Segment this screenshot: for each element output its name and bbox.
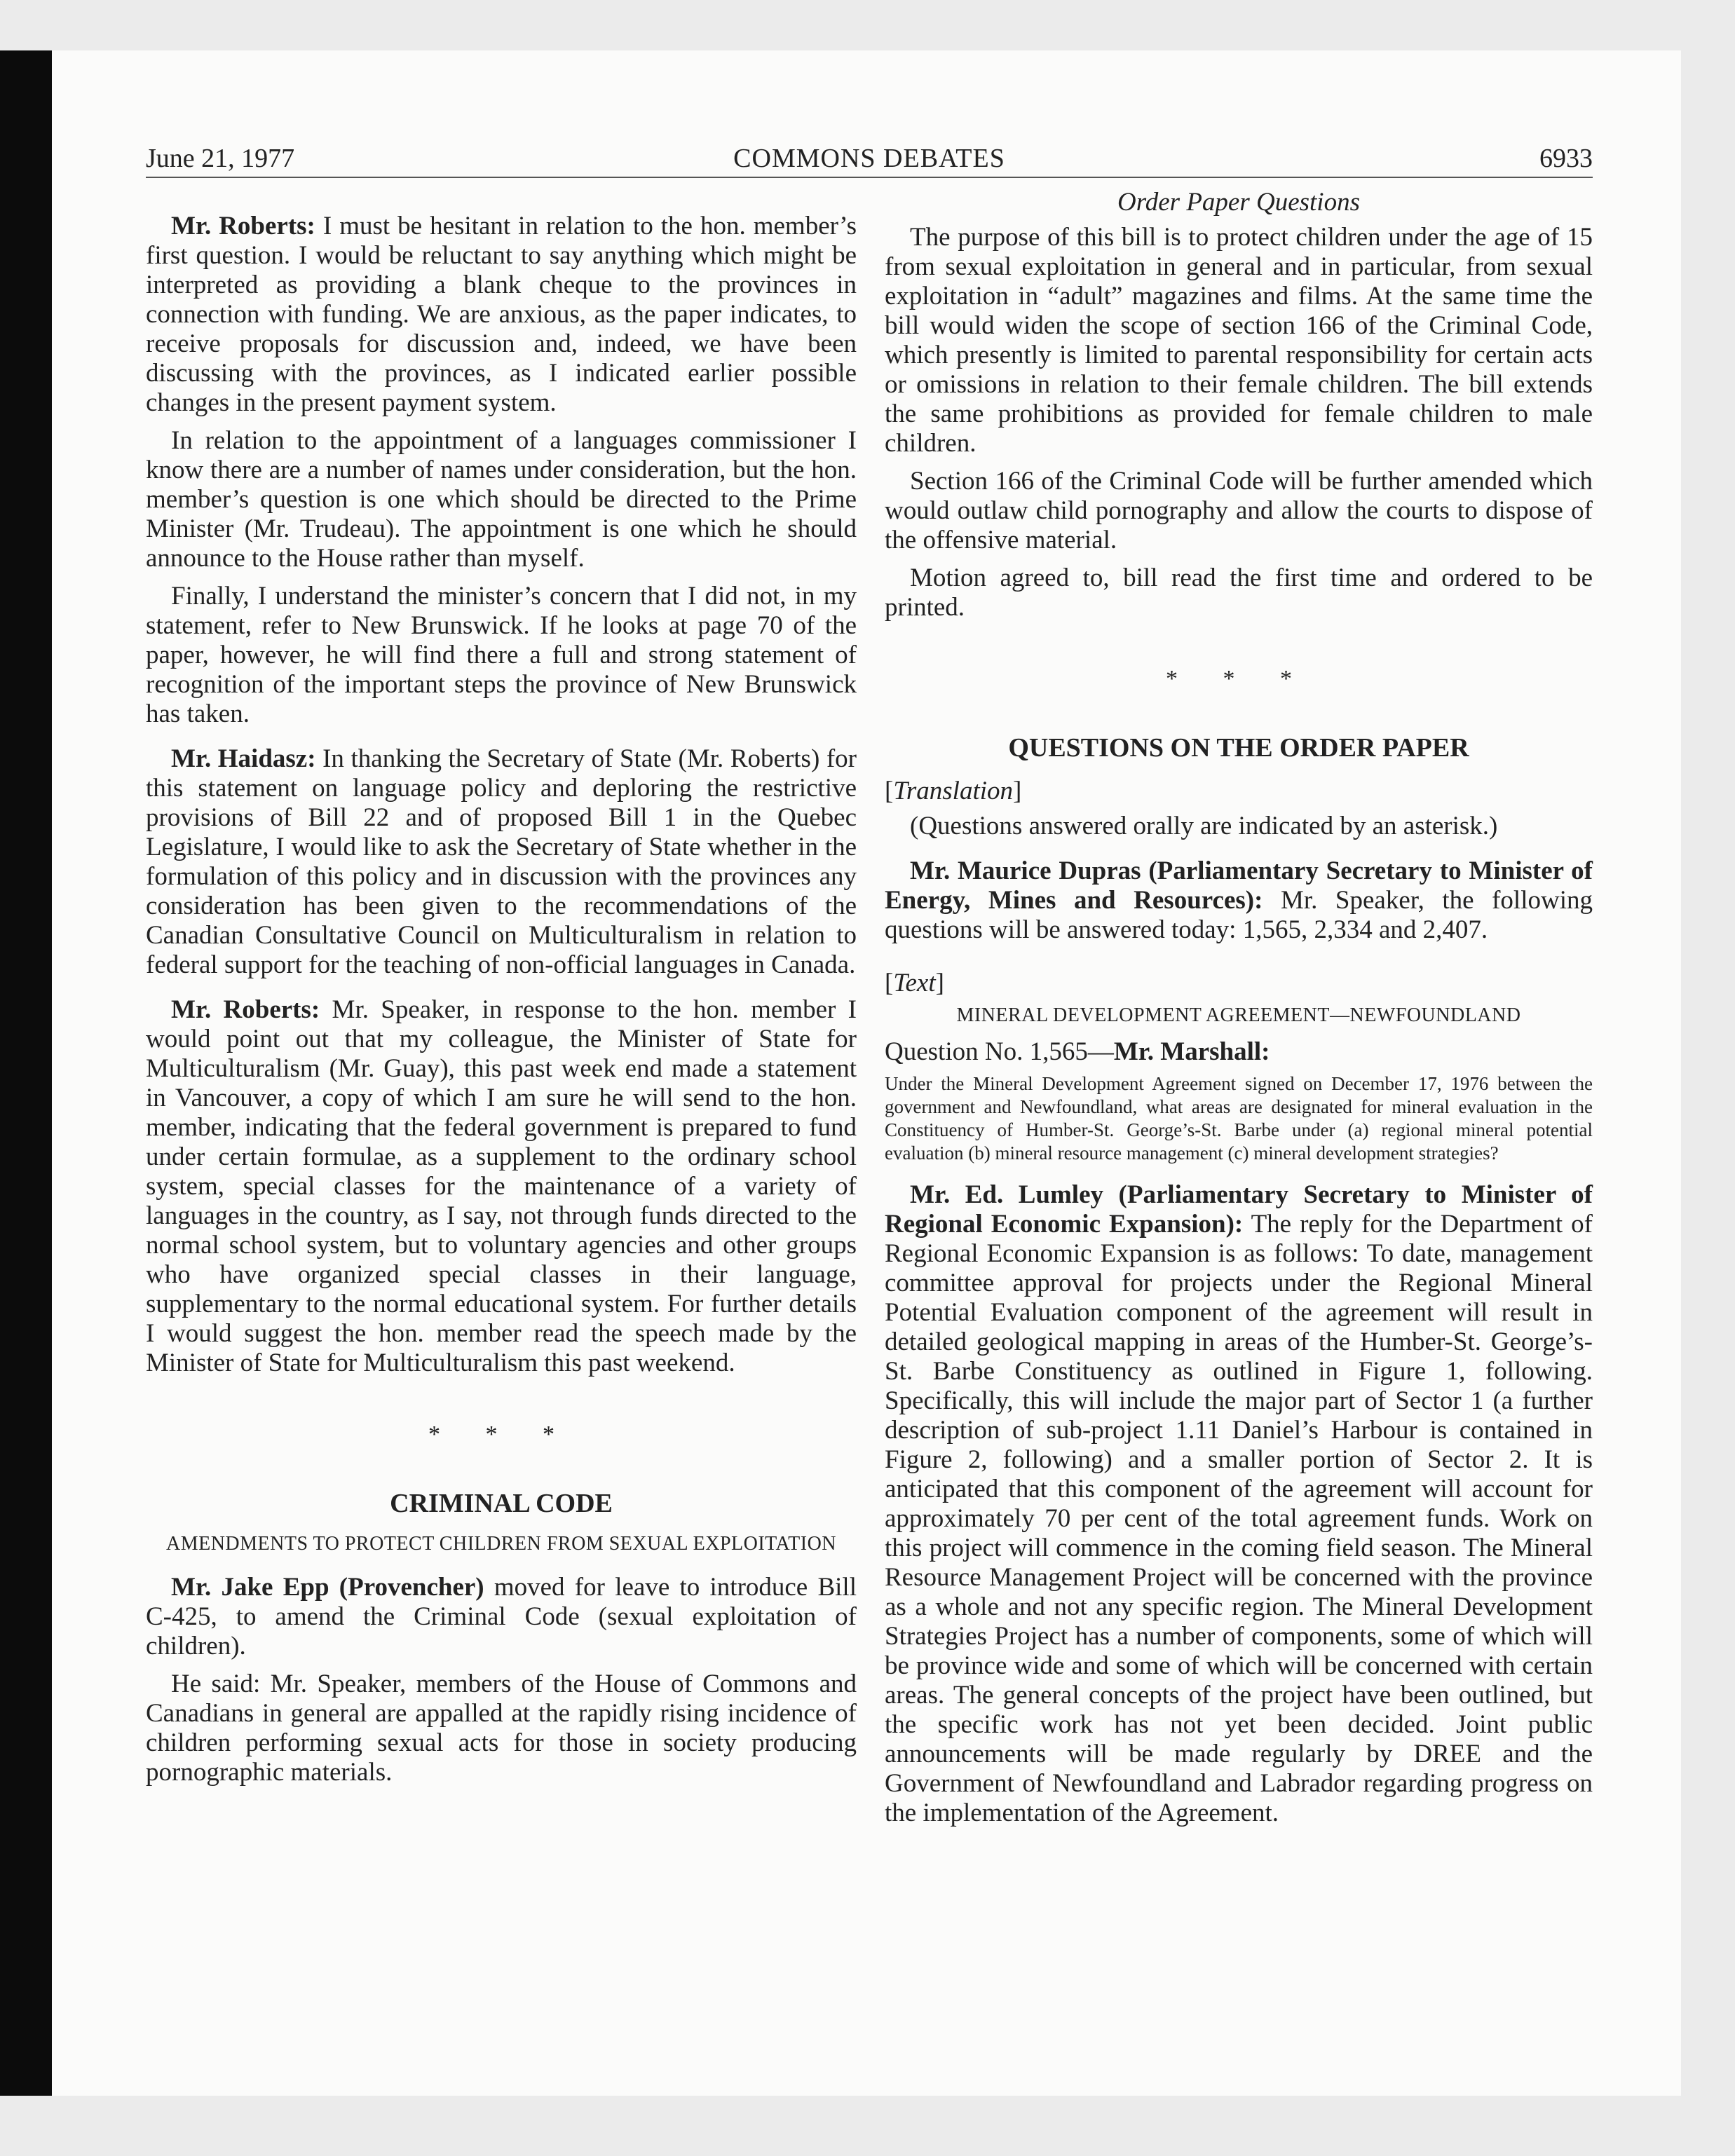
speaker-name: Mr. Ed. Lumley (Parliamentary Secretary to Minister of Regional Economic Expansion): [885, 1180, 1593, 1239]
page-header [146, 140, 1593, 177]
paragraph-epp-said: He said: Mr. Speaker, members of the House of Commons and Canadians in general are appalled at the rapidly rising incidence of children performing sexual acts for those in society producing pornographic materials. [146, 1670, 857, 1787]
paragraph-text: The reply for the Department of Regional Economic Expansion is as follows: To date, management committee approval for projects under the Regional Mineral Potential Evaluation component of the agreement will result in detailed geological mapping in areas of the Humber-St. George’s-St. Barbe Constituency as outlined in Figure 1, following. Specifically, this will include the major part of Sector 1 (a further description of sub-project 1.11 Daniel’s Harbour is contained in Figure 2, following) and a smaller portion of Sector 2. It is anticipated that this component of the agreement will account for approximately 70 per cent of the total agreement funds. Work on this project will commence in the coming field season. The Mineral Resource Management Project will be concerned with the province as a whole and not any specific region. The Mineral Development Strategies Project has a number of components, some of which will be province wide and some of which will be concerned with certain areas. The general concepts of the project have been outlined, but the specific work has not yet been decided. Joint public announcements will be made regularly by DREE and the Government of Newfoundland and Labrador regarding progress on the implementation of the Agreement. [885, 1210, 1593, 1827]
paragraph-roberts-2 [146, 995, 857, 1378]
question-text: Under the Mineral Development Agreement signed on December 17, 1976 between the government and Newfoundland, what areas are designated for mineral evaluation in the Constituency of Humber-St. George’s-St. Barbe under (a) regional mineral potential evaluation (b) mineral resource management (c) mineral development strategies? [885, 1073, 1593, 1164]
paragraph-roberts-1 [146, 212, 857, 418]
tag-text: Text [893, 969, 936, 997]
paragraph-bill-purpose: The purpose of this bill is to protect children under the age of 15 from sexual exploitation in general and in particular, from sexual exploitation in “adult” magazines and films. At the same time the bill would widen the scope of section 166 of the Criminal Code, which presently is limited to parental responsibility for certain acts or omissions in relation to their female children. The bill extends the same prohibitions as provided for female children to male children. [885, 223, 1593, 458]
question-asker: Mr. Marshall: [1113, 1037, 1270, 1066]
header-page-number: 6933 [1539, 144, 1593, 173]
translation-tag: [Translation] [885, 777, 1022, 805]
paragraph-epp-motion [146, 1573, 857, 1661]
scan-margin-top [0, 0, 1735, 50]
section-separator: * * * [428, 1421, 574, 1447]
speaker-name: Mr. Jake Epp (Provencher) [171, 1573, 484, 1602]
left-column [146, 188, 857, 1796]
header-rule [146, 177, 1593, 178]
header-title: COMMONS DEBATES [733, 144, 1005, 173]
paragraph-languages-commissioner: In relation to the appointment of a languages commissioner I know there are a number of names under consideration, but the hon. member’s question is one which should be directed to the Prime Minister (Mr. Trudeau). The appointment is one which he should announce to the House rather than myself. [146, 426, 857, 573]
paragraph-text: In thanking the Secretary of State (Mr. Roberts) for this statement on language policy and deploring the restrictive provisions of Bill 22 and of proposed Bill 1 in the Quebec Legislature, I would like to ask the Secretary of State whether in the formulation of this policy and in discussion with the provinces any consideration has been given to the recommendations of the Canadian Consultative Council on Multiculturalism in relation to federal support for the teaching of non-official languages in Canada. [146, 744, 857, 979]
section-heading-criminal-code: CRIMINAL CODE [390, 1489, 613, 1518]
paragraph-dupras [885, 857, 1593, 945]
paragraph-text: I must be hesitant in relation to the hon. member’s first question. I would be reluctant to say anything which might be interpreted as providing a blank cheque to the provinces in connection with funding. We are anxious, as the paper indicates, to receive proposals for discussion and, indeed, we have been discussing with the provinces, as I indicated earlier possible changes in the present payment system. [146, 212, 857, 417]
header-date: June 21, 1977 [146, 144, 295, 173]
speaker-name: Mr. Roberts: [171, 212, 315, 240]
paragraph-new-brunswick: Finally, I understand the minister’s concern that I did not, in my statement, refer to New Brunswick. If he looks at page 70 of the paper, however, he will find there a full and strong statement of recognition of the important steps the province of New Brunswick has taken. [146, 582, 857, 728]
section-separator: * * * [1166, 666, 1312, 692]
question-subheading: MINERAL DEVELOPMENT AGREEMENT—NEWFOUNDLAND [956, 1004, 1521, 1026]
scan-edge-left [0, 50, 52, 2096]
running-head: Order Paper Questions [1117, 188, 1360, 217]
speaker-name: Mr. Haidasz: [171, 744, 316, 773]
section-subheading: AMENDMENTS TO PROTECT CHILDREN FROM SEXUAL EXPLOITATION [165, 1533, 837, 1555]
section-heading-order-paper: QUESTIONS ON THE ORDER PAPER [1008, 733, 1469, 763]
asterisk-note: (Questions answered orally are indicated by an asterisk.) [910, 812, 1498, 840]
speaker-name: Mr. Roberts: [171, 995, 320, 1024]
tag-text: Translation [893, 777, 1014, 805]
paragraph-lumley [885, 1180, 1593, 1828]
scan-margin-right [1681, 0, 1735, 2156]
text-tag: [Text] [885, 969, 944, 997]
right-column [885, 188, 1593, 1836]
paragraph-section-166: Section 166 of the Criminal Code will be further amended which would outlaw child pornography and allow the courts to dispose of the offensive material. [885, 467, 1593, 554]
paragraph-text: Mr. Speaker, in response to the hon. member I would point out that my colleague, the Minister of State for Multiculturalism (Mr. Guay), this past week end made a statement in Vancouver, a copy of which I am sure he will send to the hon. member, indicating that the federal government is prepared to fund under certain formulae, as a supplement to the ordinary school system, special classes for the maintenance of a variety of languages in the country, as I say, not through funds directed to the normal school system, but to voluntary agencies and other groups who have organized special classes in their language, supplementary to the normal educational system. For further details I would suggest the hon. member read the speech made by the Minister of State for Multiculturalism this past weekend. [146, 995, 857, 1377]
scan-margin-bottom [0, 2096, 1735, 2156]
question-number: Question No. 1,565— [885, 1037, 1114, 1066]
paragraph-text: moved for leave to introduce Bill C-425, to amend the Criminal Code (sexual exploitation of children). [146, 1573, 857, 1660]
question-label [885, 1037, 1593, 1067]
paragraph-motion-agreed: Motion agreed to, bill read the first time and ordered to be printed. [885, 564, 1593, 622]
speaker-name: Mr. Maurice Dupras (Parliamentary Secretary to Minister of Energy, Mines and Resources): [885, 857, 1593, 915]
paragraph-haidasz [146, 744, 857, 980]
paragraph-text: Mr. Speaker, the following questions will be answered today: 1,565, 2,334 and 2,407. [885, 886, 1593, 944]
